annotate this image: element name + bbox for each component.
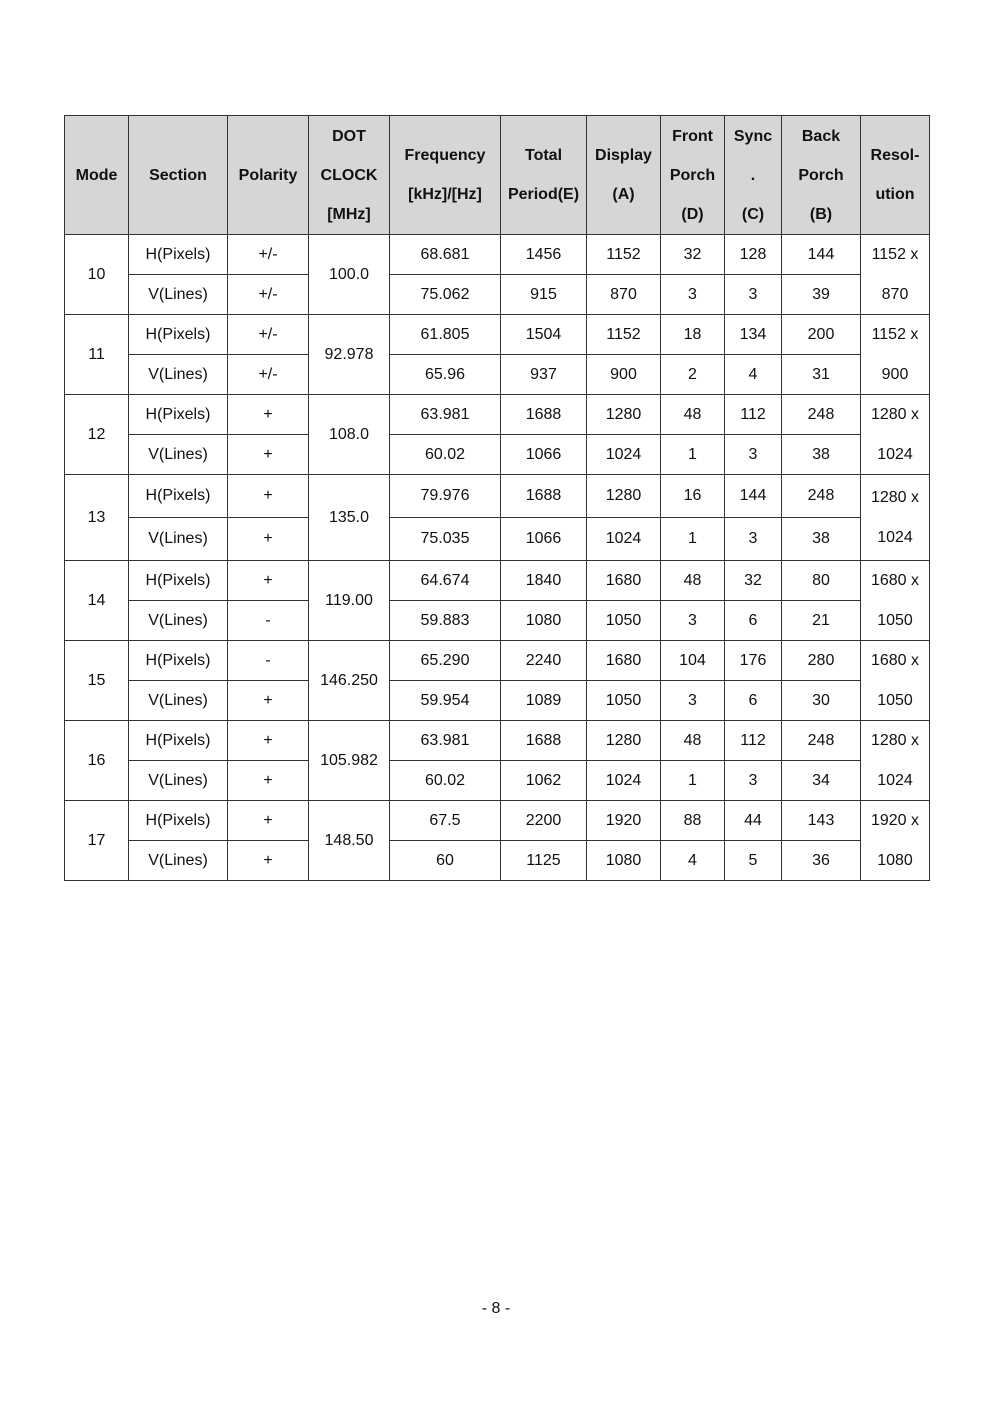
sync-cell: 44 <box>725 801 782 841</box>
front-porch-cell: 48 <box>661 395 725 435</box>
back-porch-cell: 248 <box>782 721 861 761</box>
section-cell: V(Lines) <box>129 518 228 561</box>
header-front-porch: Front Porch (D) <box>661 116 725 235</box>
front-porch-cell: 1 <box>661 518 725 561</box>
total-period-cell: 1688 <box>501 721 587 761</box>
frequency-cell: 67.5 <box>390 801 501 841</box>
back-porch-cell: 144 <box>782 235 861 275</box>
sync-cell: 6 <box>725 601 782 641</box>
resolution-cell: 1920 x 1080 <box>861 801 930 881</box>
front-porch-cell: 48 <box>661 561 725 601</box>
table-row <box>65 841 930 881</box>
section-cell: V(Lines) <box>129 841 228 881</box>
display-cell: 1680 <box>587 561 661 601</box>
dot-clock-cell: 105.982 <box>309 721 390 801</box>
display-cell: 1024 <box>587 761 661 801</box>
back-porch-cell: 36 <box>782 841 861 881</box>
page-number: - 8 - <box>481 1300 511 1317</box>
sync-cell: 4 <box>725 355 782 395</box>
sync-cell: 3 <box>725 435 782 475</box>
polarity-cell: - <box>228 601 309 641</box>
polarity-cell: +/- <box>228 355 309 395</box>
table-row <box>65 601 930 641</box>
back-porch-cell: 143 <box>782 801 861 841</box>
sync-cell: 3 <box>725 518 782 561</box>
polarity-cell: + <box>228 841 309 881</box>
display-cell: 1024 <box>587 518 661 561</box>
polarity-cell: + <box>228 518 309 561</box>
frequency-cell: 61.805 <box>390 315 501 355</box>
section-cell: V(Lines) <box>129 761 228 801</box>
total-period-cell: 1066 <box>501 518 587 561</box>
frequency-cell: 68.681 <box>390 235 501 275</box>
table-row <box>65 761 930 801</box>
polarity-cell: - <box>228 641 309 681</box>
header-row <box>65 116 930 235</box>
dot-clock-cell: 148.50 <box>309 801 390 881</box>
header-back-porch: Back Porch (B) <box>782 116 861 235</box>
total-period-cell: 1840 <box>501 561 587 601</box>
table-row <box>65 681 930 721</box>
table-row <box>65 475 930 518</box>
section-cell: V(Lines) <box>129 355 228 395</box>
total-period-cell: 937 <box>501 355 587 395</box>
section-cell: H(Pixels) <box>129 641 228 681</box>
section-cell: V(Lines) <box>129 275 228 315</box>
back-porch-cell: 30 <box>782 681 861 721</box>
polarity-cell: +/- <box>228 235 309 275</box>
polarity-cell: +/- <box>228 275 309 315</box>
total-period-cell: 1456 <box>501 235 587 275</box>
table-row <box>65 275 930 315</box>
back-porch-cell: 38 <box>782 518 861 561</box>
display-cell: 1050 <box>587 601 661 641</box>
table-row <box>65 721 930 761</box>
frequency-cell: 75.062 <box>390 275 501 315</box>
table-row <box>65 801 930 841</box>
header-dot-clock: DOT CLOCK [MHz] <box>309 116 390 235</box>
total-period-cell: 1066 <box>501 435 587 475</box>
display-cell: 1080 <box>587 841 661 881</box>
frequency-cell: 65.96 <box>390 355 501 395</box>
front-porch-cell: 48 <box>661 721 725 761</box>
table-row <box>65 561 930 601</box>
frequency-cell: 60 <box>390 841 501 881</box>
frequency-cell: 59.954 <box>390 681 501 721</box>
front-porch-cell: 1 <box>661 435 725 475</box>
dot-clock-cell: 135.0 <box>309 475 390 561</box>
timing-table <box>64 115 930 881</box>
table-row <box>65 435 930 475</box>
table-row <box>65 355 930 395</box>
display-cell: 1050 <box>587 681 661 721</box>
table-row <box>65 235 930 275</box>
front-porch-cell: 16 <box>661 475 725 518</box>
back-porch-cell: 80 <box>782 561 861 601</box>
mode-cell: 15 <box>65 641 129 721</box>
polarity-cell: + <box>228 761 309 801</box>
header-frequency: Frequency [kHz]/[Hz] <box>390 116 501 235</box>
resolution-cell: 1680 x 1050 <box>861 561 930 641</box>
frequency-cell: 63.981 <box>390 395 501 435</box>
back-porch-cell: 248 <box>782 395 861 435</box>
display-cell: 870 <box>587 275 661 315</box>
resolution-cell: 1280 x 1024 <box>861 475 930 561</box>
display-cell: 1024 <box>587 435 661 475</box>
dot-clock-cell: 119.00 <box>309 561 390 641</box>
total-period-cell: 1688 <box>501 475 587 518</box>
section-cell: V(Lines) <box>129 681 228 721</box>
resolution-cell: 1280 x 1024 <box>861 395 930 475</box>
front-porch-cell: 4 <box>661 841 725 881</box>
display-cell: 1680 <box>587 641 661 681</box>
back-porch-cell: 38 <box>782 435 861 475</box>
header-resolution: Resol- ution <box>861 116 930 235</box>
resolution-cell: 1280 x 1024 <box>861 721 930 801</box>
frequency-cell: 63.981 <box>390 721 501 761</box>
total-period-cell: 915 <box>501 275 587 315</box>
frequency-cell: 60.02 <box>390 435 501 475</box>
front-porch-cell: 88 <box>661 801 725 841</box>
display-cell: 900 <box>587 355 661 395</box>
front-porch-cell: 2 <box>661 355 725 395</box>
section-cell: H(Pixels) <box>129 475 228 518</box>
mode-cell: 14 <box>65 561 129 641</box>
display-cell: 1280 <box>587 475 661 518</box>
display-cell: 1280 <box>587 395 661 435</box>
table-row <box>65 395 930 435</box>
dot-clock-cell: 100.0 <box>309 235 390 315</box>
total-period-cell: 2240 <box>501 641 587 681</box>
total-period-cell: 2200 <box>501 801 587 841</box>
total-period-cell: 1062 <box>501 761 587 801</box>
section-cell: V(Lines) <box>129 601 228 641</box>
sync-cell: 32 <box>725 561 782 601</box>
table-row <box>65 315 930 355</box>
back-porch-cell: 280 <box>782 641 861 681</box>
mode-cell: 16 <box>65 721 129 801</box>
sync-cell: 176 <box>725 641 782 681</box>
sync-cell: 3 <box>725 275 782 315</box>
section-cell: V(Lines) <box>129 435 228 475</box>
back-porch-cell: 21 <box>782 601 861 641</box>
frequency-cell: 75.035 <box>390 518 501 561</box>
section-cell: H(Pixels) <box>129 721 228 761</box>
frequency-cell: 79.976 <box>390 475 501 518</box>
total-period-cell: 1089 <box>501 681 587 721</box>
dot-clock-cell: 146.250 <box>309 641 390 721</box>
sync-cell: 134 <box>725 315 782 355</box>
dot-clock-cell: 92.978 <box>309 315 390 395</box>
sync-cell: 128 <box>725 235 782 275</box>
back-porch-cell: 200 <box>782 315 861 355</box>
header-polarity: Polarity <box>228 116 309 235</box>
back-porch-cell: 34 <box>782 761 861 801</box>
polarity-cell: + <box>228 801 309 841</box>
front-porch-cell: 3 <box>661 601 725 641</box>
sync-cell: 112 <box>725 721 782 761</box>
total-period-cell: 1688 <box>501 395 587 435</box>
display-cell: 1152 <box>587 235 661 275</box>
polarity-cell: + <box>228 561 309 601</box>
mode-cell: 11 <box>65 315 129 395</box>
dot-clock-cell: 108.0 <box>309 395 390 475</box>
front-porch-cell: 3 <box>661 681 725 721</box>
table-row <box>65 518 930 561</box>
back-porch-cell: 248 <box>782 475 861 518</box>
frequency-cell: 64.674 <box>390 561 501 601</box>
sync-cell: 5 <box>725 841 782 881</box>
sync-cell: 112 <box>725 395 782 435</box>
header-mode: Mode <box>65 116 129 235</box>
header-total-period: Total Period(E) <box>501 116 587 235</box>
front-porch-cell: 32 <box>661 235 725 275</box>
sync-cell: 6 <box>725 681 782 721</box>
front-porch-cell: 18 <box>661 315 725 355</box>
display-cell: 1280 <box>587 721 661 761</box>
section-cell: H(Pixels) <box>129 315 228 355</box>
front-porch-cell: 1 <box>661 761 725 801</box>
total-period-cell: 1504 <box>501 315 587 355</box>
polarity-cell: +/- <box>228 315 309 355</box>
front-porch-cell: 104 <box>661 641 725 681</box>
display-cell: 1920 <box>587 801 661 841</box>
display-cell: 1152 <box>587 315 661 355</box>
resolution-cell: 1152 x 870 <box>861 235 930 315</box>
polarity-cell: + <box>228 475 309 518</box>
polarity-cell: + <box>228 721 309 761</box>
mode-cell: 17 <box>65 801 129 881</box>
total-period-cell: 1125 <box>501 841 587 881</box>
header-display: Display (A) <box>587 116 661 235</box>
polarity-cell: + <box>228 395 309 435</box>
section-cell: H(Pixels) <box>129 395 228 435</box>
table-row <box>65 641 930 681</box>
section-cell: H(Pixels) <box>129 235 228 275</box>
polarity-cell: + <box>228 435 309 475</box>
resolution-cell: 1152 x 900 <box>861 315 930 395</box>
front-porch-cell: 3 <box>661 275 725 315</box>
back-porch-cell: 31 <box>782 355 861 395</box>
mode-cell: 12 <box>65 395 129 475</box>
polarity-cell: + <box>228 681 309 721</box>
sync-cell: 144 <box>725 475 782 518</box>
header-sync: Sync . (C) <box>725 116 782 235</box>
section-cell: H(Pixels) <box>129 561 228 601</box>
frequency-cell: 60.02 <box>390 761 501 801</box>
mode-cell: 10 <box>65 235 129 315</box>
resolution-cell: 1680 x 1050 <box>861 641 930 721</box>
section-cell: H(Pixels) <box>129 801 228 841</box>
frequency-cell: 65.290 <box>390 641 501 681</box>
sync-cell: 3 <box>725 761 782 801</box>
total-period-cell: 1080 <box>501 601 587 641</box>
frequency-cell: 59.883 <box>390 601 501 641</box>
mode-cell: 13 <box>65 475 129 561</box>
back-porch-cell: 39 <box>782 275 861 315</box>
header-section: Section <box>129 116 228 235</box>
